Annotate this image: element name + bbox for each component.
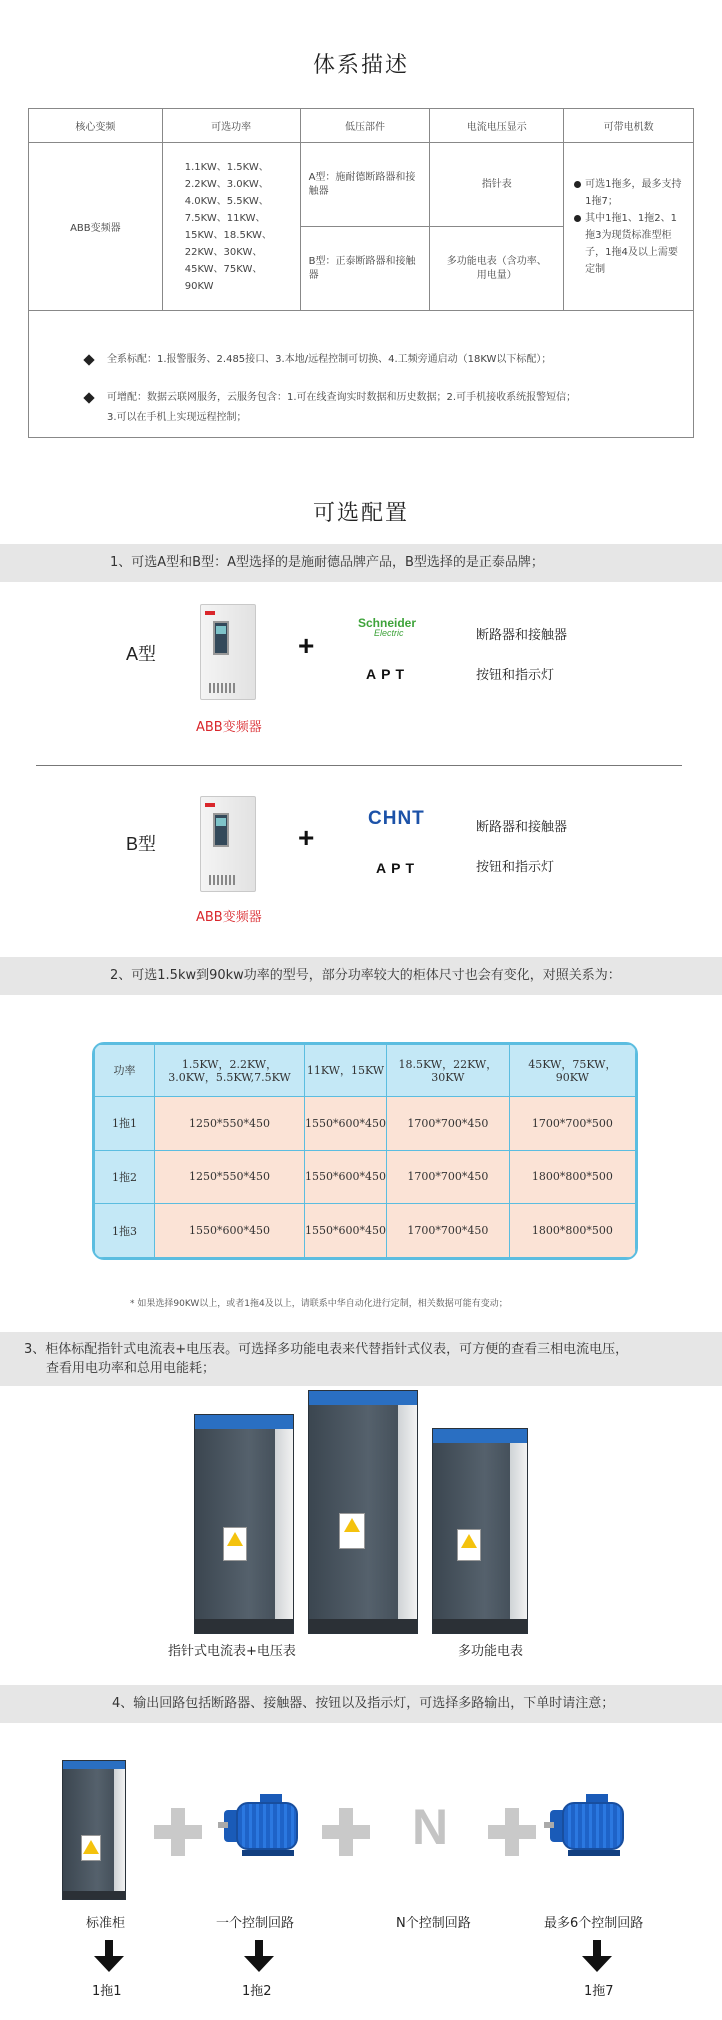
bar-option-3-line1: 3、柜体标配指针式电流表+电压表。可选择多功能电表来代替指针式仪表，可方便的查看三相电流电压， [24,1342,629,1357]
size-cell: 1550*600*450 [305,1204,387,1258]
down-arrow-icon [94,1940,124,1974]
plus-icon: + [298,630,315,661]
table-row [95,1097,636,1151]
row-label: 1拖3 [95,1204,155,1258]
size-cell: 1550*600*450 [305,1150,387,1204]
size-cell: 1250*550*450 [155,1097,305,1151]
size-header-col: 45KW，75KW，90KW [509,1045,635,1097]
drag-1-7: 1拖7 [584,1984,614,1999]
size-cell: 1700*700*500 [509,1097,635,1151]
buttons-label-a: 按钮和指示灯 [476,668,555,683]
size-header-corner: 功率 [95,1045,155,1097]
size-cell: 1700*700*450 [387,1204,510,1258]
diamond-bullet-icon [83,354,94,365]
buttons-label-b: 按钮和指示灯 [476,860,555,875]
row-label: 1拖2 [95,1150,155,1204]
apt-logo-a: APT [366,666,409,682]
abb-caption-b: ABB变频器 [196,910,262,925]
drag-1-2: 1拖2 [242,1984,272,1999]
system-notes: 全系标配：1.报警服务、2.485接口、3.本地/远程控制可切换、4.工频旁通启动（18KW以下标配）； 可增配：数据云联网服务，云服务包含：1.可在线查询实时数据和历史数据；2.可手机接收系统报警短信； 3.可以在手机上实现远程控制； [29,311,694,438]
type-a-label: A型 [126,644,157,664]
warning-icon [339,1513,365,1549]
standard-cabinet-image [62,1760,126,1900]
breaker-label-b: 断路器和接触器 [476,820,568,835]
type-b-label: B型 [126,834,157,854]
motor-cell: 可选1拖多，最多支持1拖7； 其中1拖1、1拖2、1拖3为现货标准型柜子，1拖4及以上需要定制 [564,143,694,311]
header-display: 电流电压显示 [430,109,564,143]
abb-caption-a: ABB变频器 [196,720,262,735]
size-header-col: 11KW，15KW [305,1045,387,1097]
size-cell: 1800*800*500 [509,1204,635,1258]
power-cell: 1.1KW、1.5KW、 2.2KW、3.0KW、 4.0KW、5.5KW、 7.5KW、11KW、 15KW、18.5KW、 22KW、30KW、 45KW、75KW、 90KW [162,143,300,311]
cabinet-image [432,1428,528,1634]
divider [36,765,682,766]
bullet-icon [574,215,581,222]
size-table [94,1044,636,1258]
low-voltage-b: B型：正泰断路器和接触器 [300,227,430,311]
size-cell: 1800*800*500 [509,1150,635,1204]
plus-icon [154,1808,202,1856]
label-max-six-circuits: 最多6个控制回路 [544,1916,644,1931]
warning-icon [223,1527,247,1561]
warning-icon [81,1835,101,1861]
bar-option-1: 1、可选A型和B型：A型选择的是施耐德品牌产品，B型选择的是正泰品牌； [0,544,722,582]
size-cell: 1250*550*450 [155,1150,305,1204]
bullet-icon [574,181,581,188]
core-cell: ABB变频器 [29,143,163,311]
plus-icon: + [298,822,315,853]
drag-1-1: 1拖1 [92,1984,122,1999]
label-standard-cabinet: 标准柜 [86,1916,126,1931]
apt-logo-b: APT [376,860,419,876]
section-title-config: 可选配置 [312,501,409,526]
row-label: 1拖1 [95,1097,155,1151]
cabinet-image [308,1390,418,1634]
diamond-bullet-icon [83,392,94,403]
size-header-col: 1.5KW，2.2KW，3.0KW，5.5KW,7.5KW [155,1045,305,1097]
motor-image [548,1794,640,1862]
size-table-frame [92,1042,638,1260]
label-n-circuits: N个控制回路 [396,1916,471,1931]
display-b: 多功能电表（含功率、用电量） [430,227,564,311]
breaker-label-a: 断路器和接触器 [476,628,568,643]
header-power: 可选功率 [162,109,300,143]
chint-logo: CHNT [368,808,425,829]
motor-image [222,1794,314,1862]
down-arrow-icon [244,1940,274,1974]
table-row [95,1204,636,1258]
bar-option-3-line2: 查看用电功率和总用电能耗； [46,1361,216,1376]
bar-option-2: 2、可选1.5kw到90kw功率的型号，部分功率较大的柜体尺寸也会有变化，对照关系为： [0,957,722,995]
size-cell: 1550*600*450 [155,1204,305,1258]
schneider-logo: Schneider Electric [358,616,417,638]
label-one-circuit: 一个控制回路 [216,1916,295,1931]
abb-drive-image-a [200,604,256,700]
caption-multifunction-meter: 多功能电表 [458,1644,524,1659]
bar-option-3 [0,1332,722,1386]
system-table [28,108,694,438]
header-motors: 可带电机数 [564,109,694,143]
abb-drive-image-b [200,796,256,892]
caption-pointer-meters: 指针式电流表+电压表 [168,1644,296,1659]
table-row [95,1150,636,1204]
down-arrow-icon [582,1940,612,1974]
size-cell: 1700*700*450 [387,1097,510,1151]
n-letter: N [412,1799,449,1855]
warning-icon [457,1529,481,1561]
low-voltage-a: A型：施耐德断路器和接触器 [300,143,430,227]
header-core: 核心变频 [29,109,163,143]
header-low-voltage: 低压部件 [300,109,430,143]
display-a: 指针表 [430,143,564,227]
bar-option-4: 4、输出回路包括断路器、接触器、按钮以及指示灯，可选择多路输出，下单时请注意； [0,1685,722,1723]
section-title-system: 体系描述 [312,53,409,78]
size-footnote: * 如果选择90KW以上，或者1拖4及以上，请联系中华自动化进行定制，相关数据可能有变动； [130,1299,508,1309]
plus-icon [322,1808,370,1856]
note-continuation: 3.可以在手机上实现远程控制； [107,412,247,423]
size-header-col: 18.5KW，22KW，30KW [387,1045,510,1097]
cabinet-image [194,1414,294,1634]
plus-icon [488,1808,536,1856]
size-cell: 1700*700*450 [387,1150,510,1204]
size-cell: 1550*600*450 [305,1097,387,1151]
